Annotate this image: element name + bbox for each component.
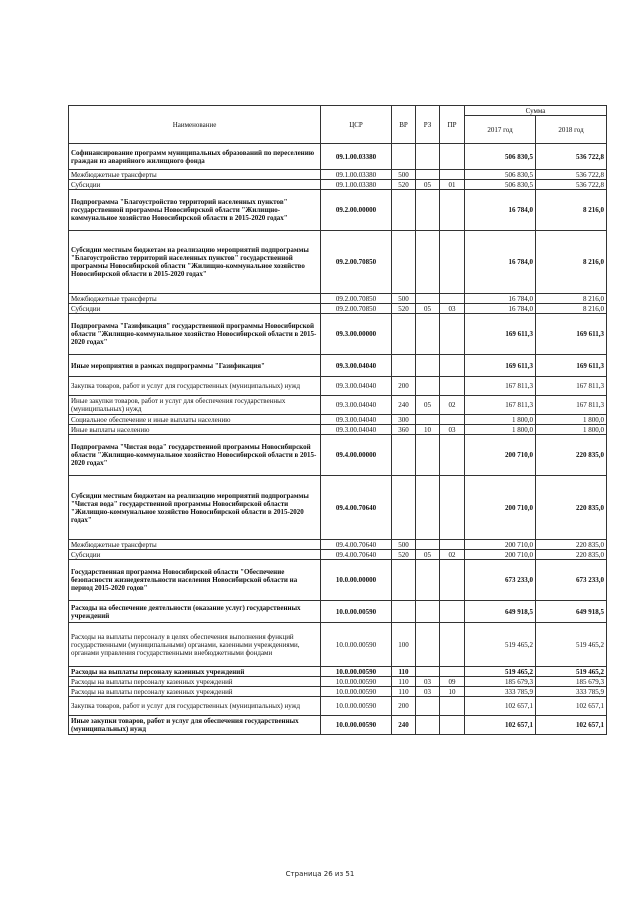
cell-y2017: 16 784,0 bbox=[465, 190, 536, 231]
cell-pr bbox=[440, 716, 465, 735]
cell-pr bbox=[440, 377, 465, 396]
cell-rz: 10 bbox=[416, 425, 440, 435]
cell-rz bbox=[416, 355, 440, 377]
table-row bbox=[69, 560, 607, 601]
cell-y2018: 220 835,0 bbox=[536, 550, 607, 560]
table-row bbox=[69, 377, 607, 396]
cell-code: 10.0.00.00590 bbox=[321, 601, 392, 623]
header-row-top bbox=[69, 106, 607, 116]
table-row bbox=[69, 716, 607, 735]
cell-name: Подпрограмма "Газификация" государственной программы Новосибирской области "Жилищно-коммунальное хозяйство Новосибирской области в 2015-2020 годах" bbox=[69, 314, 321, 355]
cell-y2018: 8 216,0 bbox=[536, 294, 607, 304]
cell-rz bbox=[416, 560, 440, 601]
cell-y2017: 506 830,5 bbox=[465, 144, 536, 170]
table-row bbox=[69, 667, 607, 677]
header-vr: ВР bbox=[392, 106, 416, 144]
cell-name: Субсидии bbox=[69, 304, 321, 314]
cell-vr: 300 bbox=[392, 415, 416, 425]
cell-name: Расходы на выплаты персоналу казенных учреждений bbox=[69, 677, 321, 687]
cell-code: 10.0.00.00000 bbox=[321, 560, 392, 601]
table-row bbox=[69, 190, 607, 231]
cell-vr: 500 bbox=[392, 170, 416, 180]
cell-code: 09.1.00.03380 bbox=[321, 180, 392, 190]
header-code: ЦСР bbox=[321, 106, 392, 144]
cell-pr: 03 bbox=[440, 304, 465, 314]
cell-name: Иные мероприятия в рамках подпрограммы "Газификация" bbox=[69, 355, 321, 377]
cell-vr: 520 bbox=[392, 550, 416, 560]
table-row bbox=[69, 601, 607, 623]
cell-vr: 360 bbox=[392, 425, 416, 435]
cell-y2017: 169 611,3 bbox=[465, 314, 536, 355]
cell-pr bbox=[440, 623, 465, 667]
cell-pr bbox=[440, 294, 465, 304]
header-rz: РЗ bbox=[416, 106, 440, 144]
cell-y2018: 8 216,0 bbox=[536, 190, 607, 231]
table-row bbox=[69, 304, 607, 314]
cell-rz: 05 bbox=[416, 180, 440, 190]
cell-rz bbox=[416, 435, 440, 476]
cell-y2018: 185 679,3 bbox=[536, 677, 607, 687]
cell-pr: 10 bbox=[440, 687, 465, 697]
cell-pr bbox=[440, 560, 465, 601]
cell-vr bbox=[392, 144, 416, 170]
table-row bbox=[69, 540, 607, 550]
cell-y2018: 519 465,2 bbox=[536, 667, 607, 677]
table-row bbox=[69, 687, 607, 697]
cell-vr bbox=[392, 314, 416, 355]
cell-pr bbox=[440, 314, 465, 355]
table-row bbox=[69, 476, 607, 540]
cell-rz bbox=[416, 667, 440, 677]
cell-vr: 520 bbox=[392, 180, 416, 190]
table-row bbox=[69, 170, 607, 180]
cell-y2018: 8 216,0 bbox=[536, 231, 607, 294]
cell-y2017: 185 679,3 bbox=[465, 677, 536, 687]
cell-rz bbox=[416, 294, 440, 304]
cell-y2018: 536 722,8 bbox=[536, 144, 607, 170]
cell-pr: 01 bbox=[440, 180, 465, 190]
cell-vr: 240 bbox=[392, 396, 416, 415]
cell-code: 09.3.00.04040 bbox=[321, 396, 392, 415]
cell-rz bbox=[416, 231, 440, 294]
cell-name: Расходы на выплаты персоналу казенных учреждений bbox=[69, 667, 321, 677]
cell-rz bbox=[416, 170, 440, 180]
cell-code: 10.0.00.00590 bbox=[321, 716, 392, 735]
cell-rz bbox=[416, 415, 440, 425]
cell-name: Иные закупки товаров, работ и услуг для обеспечения государственных (муниципальных) нужд bbox=[69, 396, 321, 415]
cell-code: 09.3.00.04040 bbox=[321, 377, 392, 396]
cell-y2018: 102 657,1 bbox=[536, 697, 607, 716]
cell-name: Государственная программа Новосибирской области "Обеспечение безопасности жизнедеятельности населения Новосибирской области на период 2015-2020 годов" bbox=[69, 560, 321, 601]
cell-name: Расходы на обеспечение деятельности (оказание услуг) государственных учреждений bbox=[69, 601, 321, 623]
cell-rz: 05 bbox=[416, 304, 440, 314]
cell-y2018: 519 465,2 bbox=[536, 623, 607, 667]
cell-y2017: 200 710,0 bbox=[465, 476, 536, 540]
cell-name: Расходы на выплаты персоналу казенных учреждений bbox=[69, 687, 321, 697]
cell-vr: 500 bbox=[392, 540, 416, 550]
cell-name: Подпрограмма "Благоустройство территорий населенных пунктов" государственной программы Новосибирской области "Жилищно-коммунальное хозяйство Новосибирской области в 2015-2020 годах" bbox=[69, 190, 321, 231]
cell-code: 09.3.00.04040 bbox=[321, 425, 392, 435]
cell-y2017: 506 830,5 bbox=[465, 180, 536, 190]
cell-y2018: 1 800,0 bbox=[536, 425, 607, 435]
cell-vr: 200 bbox=[392, 697, 416, 716]
cell-pr bbox=[440, 667, 465, 677]
cell-name: Субсидии bbox=[69, 180, 321, 190]
cell-y2018: 169 611,3 bbox=[536, 314, 607, 355]
cell-y2018: 169 611,3 bbox=[536, 355, 607, 377]
cell-code: 09.4.00.00000 bbox=[321, 435, 392, 476]
cell-name: Подпрограмма "Чистая вода" государственной программы Новосибирской области "Жилищно-коммунальное хозяйство Новосибирской области в 2015-2020 годах" bbox=[69, 435, 321, 476]
cell-name: Иные закупки товаров, работ и услуг для обеспечения государственных (муниципальных) нужд bbox=[69, 716, 321, 735]
cell-name: Иные выплаты населению bbox=[69, 425, 321, 435]
cell-pr bbox=[440, 170, 465, 180]
cell-name: Межбюджетные трансферты bbox=[69, 294, 321, 304]
cell-pr bbox=[440, 190, 465, 231]
table-row bbox=[69, 231, 607, 294]
cell-rz: 03 bbox=[416, 677, 440, 687]
cell-vr: 240 bbox=[392, 716, 416, 735]
cell-vr bbox=[392, 435, 416, 476]
cell-rz bbox=[416, 190, 440, 231]
cell-vr: 500 bbox=[392, 294, 416, 304]
cell-code: 09.1.00.03380 bbox=[321, 170, 392, 180]
cell-vr bbox=[392, 560, 416, 601]
cell-code: 09.4.00.70640 bbox=[321, 476, 392, 540]
cell-y2017: 200 710,0 bbox=[465, 550, 536, 560]
cell-code: 10.0.00.00590 bbox=[321, 687, 392, 697]
table-row bbox=[69, 144, 607, 170]
cell-y2018: 536 722,8 bbox=[536, 170, 607, 180]
cell-pr bbox=[440, 435, 465, 476]
cell-y2018: 220 835,0 bbox=[536, 476, 607, 540]
cell-name: Субсидии местным бюджетам на реализацию мероприятий подпрограммы "Благоустройство территорий населенных пунктов" государственной программы Новосибирской области "Жилищно-коммунальное хозяйство Новосибирской области в 2015-2020 годах" bbox=[69, 231, 321, 294]
cell-y2017: 200 710,0 bbox=[465, 435, 536, 476]
page-footer: Страница 26 из 51 bbox=[285, 870, 355, 878]
cell-vr bbox=[392, 355, 416, 377]
cell-y2017: 1 800,0 bbox=[465, 415, 536, 425]
cell-rz bbox=[416, 540, 440, 550]
cell-name: Субсидии местным бюджетам на реализацию мероприятий подпрограммы "Чистая вода" государственной программы Новосибирской области "Жилищно-коммунальное хозяйство Новосибирской области в 2015-2020 годах" bbox=[69, 476, 321, 540]
cell-y2017: 333 785,9 bbox=[465, 687, 536, 697]
header-name: Наименование bbox=[69, 106, 321, 144]
cell-rz bbox=[416, 601, 440, 623]
cell-rz bbox=[416, 716, 440, 735]
cell-vr: 110 bbox=[392, 677, 416, 687]
cell-rz bbox=[416, 623, 440, 667]
header-sum: Сумма bbox=[465, 106, 607, 116]
cell-name: Социальное обеспечение и иные выплаты населению bbox=[69, 415, 321, 425]
cell-y2017: 102 657,1 bbox=[465, 716, 536, 735]
cell-rz bbox=[416, 144, 440, 170]
table-row bbox=[69, 550, 607, 560]
cell-pr bbox=[440, 231, 465, 294]
cell-rz bbox=[416, 697, 440, 716]
cell-vr: 200 bbox=[392, 377, 416, 396]
table-row bbox=[69, 677, 607, 687]
cell-y2017: 506 830,5 bbox=[465, 170, 536, 180]
cell-vr bbox=[392, 190, 416, 231]
cell-rz bbox=[416, 476, 440, 540]
cell-y2017: 200 710,0 bbox=[465, 540, 536, 550]
cell-code: 09.2.00.70850 bbox=[321, 304, 392, 314]
cell-rz bbox=[416, 314, 440, 355]
cell-pr: 02 bbox=[440, 396, 465, 415]
table-row bbox=[69, 396, 607, 415]
cell-name: Расходы на выплаты персоналу в целях обеспечения выполнения функций государственными (муниципальными) органами, казенными учреждениями, органами управления государственными внебюджетными фондами bbox=[69, 623, 321, 667]
cell-code: 09.2.00.70850 bbox=[321, 294, 392, 304]
cell-code: 09.4.00.70640 bbox=[321, 540, 392, 550]
cell-pr: 02 bbox=[440, 550, 465, 560]
cell-y2017: 519 465,2 bbox=[465, 623, 536, 667]
table-row bbox=[69, 435, 607, 476]
cell-y2017: 167 811,3 bbox=[465, 377, 536, 396]
table-row bbox=[69, 623, 607, 667]
cell-y2018: 8 216,0 bbox=[536, 304, 607, 314]
cell-rz bbox=[416, 377, 440, 396]
cell-vr: 100 bbox=[392, 623, 416, 667]
cell-rz: 05 bbox=[416, 396, 440, 415]
cell-code: 10.0.00.00590 bbox=[321, 667, 392, 677]
cell-vr bbox=[392, 476, 416, 540]
cell-code: 10.0.00.00590 bbox=[321, 697, 392, 716]
table-row bbox=[69, 355, 607, 377]
cell-y2018: 649 918,5 bbox=[536, 601, 607, 623]
cell-rz: 03 bbox=[416, 687, 440, 697]
cell-rz: 05 bbox=[416, 550, 440, 560]
cell-y2017: 169 611,3 bbox=[465, 355, 536, 377]
cell-y2018: 167 811,3 bbox=[536, 396, 607, 415]
cell-y2018: 1 800,0 bbox=[536, 415, 607, 425]
table-row bbox=[69, 180, 607, 190]
table-row bbox=[69, 415, 607, 425]
table-row bbox=[69, 425, 607, 435]
cell-code: 09.1.00.03380 bbox=[321, 144, 392, 170]
cell-pr bbox=[440, 144, 465, 170]
cell-y2018: 220 835,0 bbox=[536, 540, 607, 550]
table-row bbox=[69, 294, 607, 304]
cell-vr bbox=[392, 601, 416, 623]
cell-vr: 110 bbox=[392, 667, 416, 677]
cell-y2017: 519 465,2 bbox=[465, 667, 536, 677]
cell-name: Межбюджетные трансферты bbox=[69, 540, 321, 550]
cell-code: 09.4.00.70640 bbox=[321, 550, 392, 560]
cell-y2017: 167 811,3 bbox=[465, 396, 536, 415]
cell-name: Закупка товаров, работ и услуг для государственных (муниципальных) нужд bbox=[69, 697, 321, 716]
cell-vr: 520 bbox=[392, 304, 416, 314]
cell-code: 10.0.00.00590 bbox=[321, 623, 392, 667]
cell-code: 10.0.00.00590 bbox=[321, 677, 392, 687]
cell-code: 09.3.00.04040 bbox=[321, 355, 392, 377]
cell-pr: 03 bbox=[440, 425, 465, 435]
header-pr: ПР bbox=[440, 106, 465, 144]
cell-pr bbox=[440, 697, 465, 716]
cell-pr bbox=[440, 601, 465, 623]
cell-y2017: 102 657,1 bbox=[465, 697, 536, 716]
cell-y2017: 1 800,0 bbox=[465, 425, 536, 435]
budget-table bbox=[68, 105, 607, 735]
cell-pr: 09 bbox=[440, 677, 465, 687]
table-row bbox=[69, 314, 607, 355]
cell-code: 09.2.00.00000 bbox=[321, 190, 392, 231]
document-page bbox=[68, 105, 606, 735]
cell-y2018: 220 835,0 bbox=[536, 435, 607, 476]
cell-name: Межбюджетные трансферты bbox=[69, 170, 321, 180]
header-2017: 2017 год bbox=[465, 116, 536, 144]
cell-vr bbox=[392, 231, 416, 294]
cell-pr bbox=[440, 355, 465, 377]
cell-code: 09.2.00.70850 bbox=[321, 231, 392, 294]
cell-y2017: 16 784,0 bbox=[465, 304, 536, 314]
table-row bbox=[69, 697, 607, 716]
cell-name: Субсидии bbox=[69, 550, 321, 560]
cell-pr bbox=[440, 540, 465, 550]
cell-name: Софинансирование программ муниципальных образований по переселению граждан из аварийного жилищного фонда bbox=[69, 144, 321, 170]
cell-y2018: 102 657,1 bbox=[536, 716, 607, 735]
cell-y2017: 673 233,0 bbox=[465, 560, 536, 601]
cell-y2018: 673 233,0 bbox=[536, 560, 607, 601]
cell-vr: 110 bbox=[392, 687, 416, 697]
cell-pr bbox=[440, 415, 465, 425]
cell-y2017: 16 784,0 bbox=[465, 294, 536, 304]
header-2018: 2018 год bbox=[536, 116, 607, 144]
cell-code: 09.3.00.00000 bbox=[321, 314, 392, 355]
cell-y2017: 16 784,0 bbox=[465, 231, 536, 294]
cell-y2018: 333 785,9 bbox=[536, 687, 607, 697]
cell-name: Закупка товаров, работ и услуг для государственных (муниципальных) нужд bbox=[69, 377, 321, 396]
cell-y2018: 167 811,3 bbox=[536, 377, 607, 396]
cell-y2018: 536 722,8 bbox=[536, 180, 607, 190]
cell-code: 09.3.00.04040 bbox=[321, 415, 392, 425]
cell-y2017: 649 918,5 bbox=[465, 601, 536, 623]
cell-pr bbox=[440, 476, 465, 540]
